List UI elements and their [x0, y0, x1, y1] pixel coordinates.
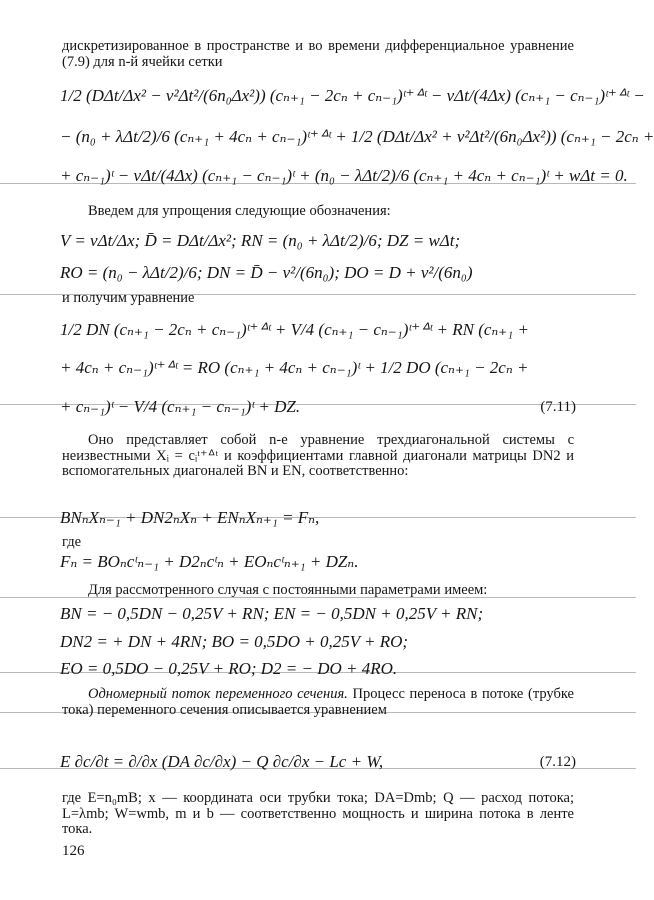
equation-tridiagonal-system: BNₙXₙ₋₁ + DN2ₙXₙ + ENₙXₙ₊₁ = Fₙ,: [60, 508, 320, 527]
equation-discrete-line-3: + cₙ₋₁)ᵗ − vΔt/(4Δx) (cₙ₊₁ − cₙ₋₁)ᵗ + (n₀ − λΔt/2)/6 (cₙ₊₁ + 4cₙ + cₙ₋₁)ᵗ + wΔt = 0.: [60, 166, 628, 185]
equation-discrete-line-1: 1/2 (DΔt/Δx² − v²Δt²/(6n₀Δx²)) (cₙ₊₁ − 2cₙ + cₙ₋₁)ᵗ⁺ᐞᵗ − vΔt/(4Δx) (cₙ₊₁ − cₙ₋₁)ᵗ⁺ᐞᵗ −: [60, 86, 645, 105]
paragraph-intro: дискретизированное в пространстве и во времени дифференциальное уравнение (7.9) для n-й ячейки сетки: [62, 38, 574, 70]
definitions-line-1: V = vΔt/Δx; D̄ = DΔt/Δx²; RN = (n₀ + λΔt/2)/6; DZ = wΔt;: [60, 231, 461, 250]
paragraph-variable-flow-body: Процесс переноса в потоке (трубке тока) переменного сечения описывается уравнением: [62, 686, 574, 718]
paragraph-constant-params: Для рассмотренного случая с постоянными параметрами имеем:: [88, 582, 488, 598]
equation-number-7-11: (7.11): [540, 399, 576, 415]
equation-discrete-line-2: − (n₀ + λΔt/2)/6 (cₙ₊₁ + 4cₙ + cₙ₋₁)ᵗ⁺ᐞᵗ + 1/2 (DΔt/Δx² + v²Δt²/(6n₀Δx²)) (cₙ₊₁ − 2cₙ +: [60, 127, 654, 146]
equation-simplified-text: + cₙ₋₁)ᵗ − V/4 (cₙ₊₁ − cₙ₋₁)ᵗ + DZ.: [60, 397, 301, 416]
equation-simplified-line-2: + 4cₙ + cₙ₋₁)ᵗ⁺ᐞᵗ = RO (cₙ₊₁ + 4cₙ + cₙ₋₁)ᵗ + 1/2 DO (cₙ₊₁ − 2cₙ +: [60, 358, 529, 377]
coefficients-line-1: BN = − 0,5DN − 0,25V + RN; EN = − 0,5DN + 0,25V + RN;: [60, 604, 484, 623]
label-where: где: [62, 534, 82, 550]
section-heading-variable-flow: Одномерный поток переменного сечения.: [88, 686, 348, 702]
paragraph-notation: Введем для упрощения следующие обозначения:: [88, 203, 391, 219]
equation-transport-1d: [60, 752, 576, 772]
page-number: 126: [62, 843, 85, 859]
paragraph-get-equation: и получим уравнение: [62, 290, 195, 306]
equation-number-7-12: (7.12): [539, 754, 576, 770]
paragraph-variable-flow: [62, 687, 574, 718]
definitions-line-2: RO = (n₀ − λΔt/2)/6; DN = D̄ − v²/(6n₀); DO = D + v²/(6n₀): [60, 263, 473, 282]
coefficients-line-3: EO = 0,5DO − 0,25V + RO; D2 = − DO + 4RO.: [60, 659, 398, 678]
equation-simplified-line-1: 1/2 DN (cₙ₊₁ − 2cₙ + cₙ₋₁)ᵗ⁺ᐞᵗ + V/4 (cₙ₊₁ − cₙ₋₁)ᵗ⁺ᐞᵗ + RN (cₙ₊₁ +: [60, 320, 529, 339]
paragraph-tridiagonal: Оно представляет собой n-е уравнение трехдиагональной системы с неизвестными Xᵢ = cᵢᵗ⁺ᐞᵗ и коэффициентами главной диагонали матрицы DN2 и вспомогательных диагоналей BN и EN, соответственно:: [62, 432, 574, 479]
equation-right-hand-side: Fₙ = BOₙcᵗₙ₋₁ + D2ₙcᵗₙ + EOₙcᵗₙ₊₁ + DZₙ.: [60, 552, 359, 571]
equation-transport-text: E ∂c/∂t = ∂/∂x (DA ∂c/∂x) − Q ∂c/∂x − Lc + W,: [60, 752, 384, 771]
coefficients-line-2: DN2 = + DN + 4RN; BO = 0,5DO + 0,25V + RO;: [60, 632, 409, 651]
paragraph-definitions-final: где E=n₀mB; x — координата оси трубки тока; DA=Dmb; Q — расход потока; L=λmb; W=wmb, m и b — соответственно мощность и ширина потока в ленте тока.: [62, 790, 574, 837]
equation-simplified-line-3: [60, 397, 576, 417]
